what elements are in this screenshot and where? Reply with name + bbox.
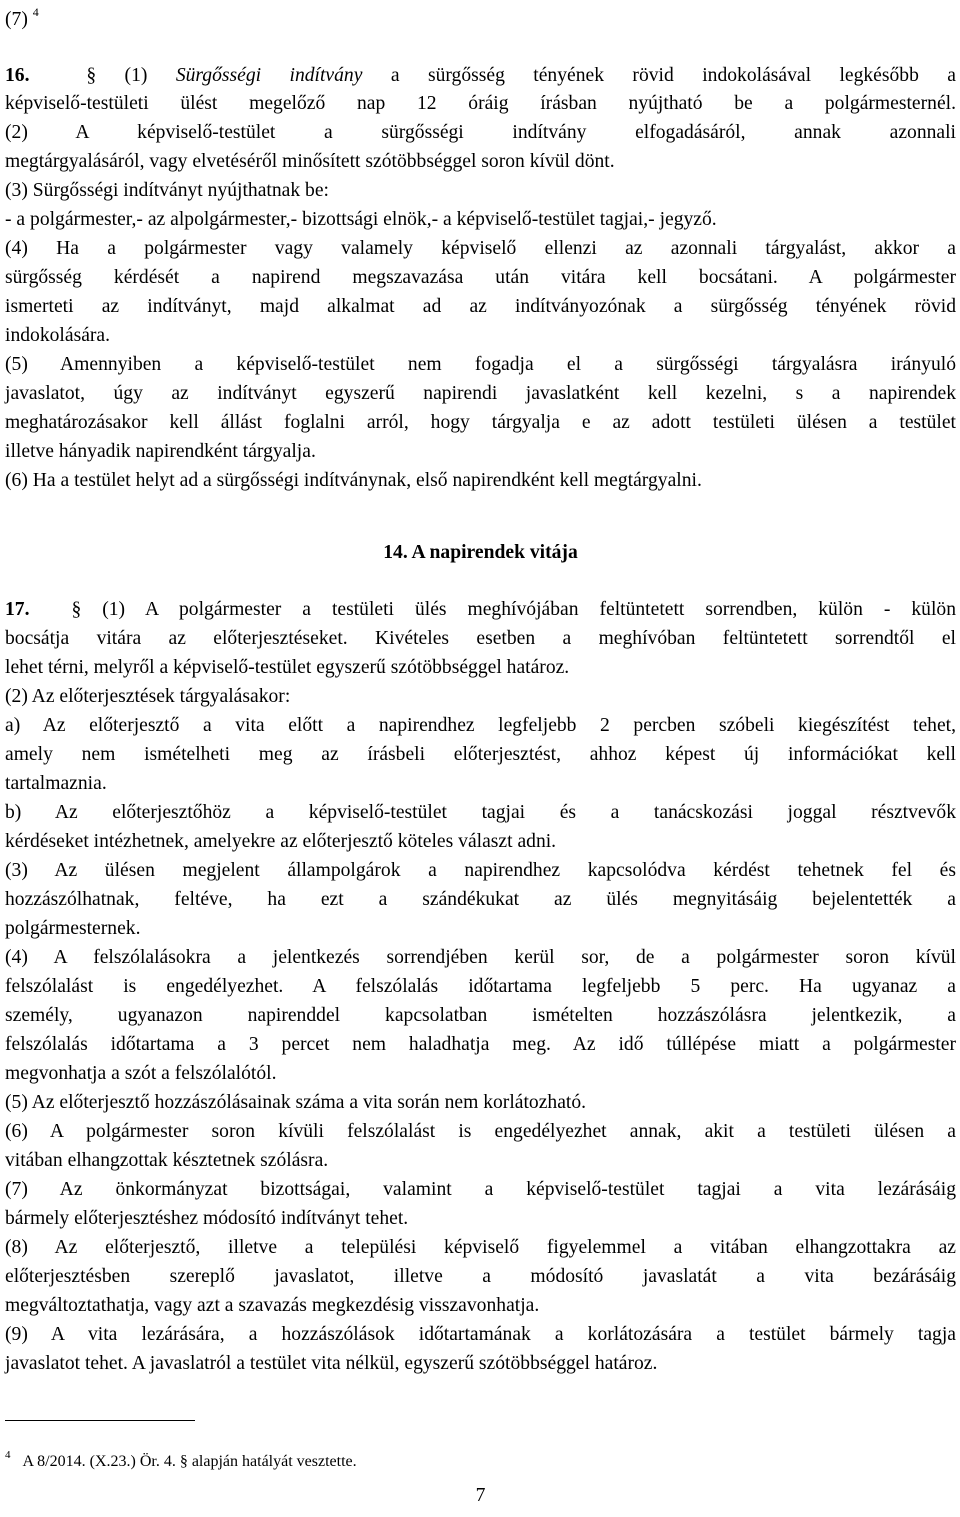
section-16-line: illetve hányadik napirendként tárgyalja. [5,441,316,462]
section-17-line: megváltoztathatja, vagy azt a szavazás megkezdésig visszavonhatja. [5,1295,540,1316]
section-16-line: (4) Ha a polgármester vagy valamely képviselő ellenzi az azonnali tárgyalást, akkor a [5,238,956,259]
section-16-line: sürgősség kérdését a napirend megszavazása után vitára kell bocsátani. A polgármester [5,267,956,288]
section-17-number: 17. [5,599,30,620]
section-16-line: (2) A képviselő-testület a sürgősségi indítvány elfogadásáról, annak azonnali [5,122,956,143]
section-16-p1-rest: a sürgősség tényének rövid indokolásával legkésőbb a [362,65,956,86]
section-17-line: amely nem ismételheti meg az írásbeli előterjesztést, ahhoz képest új információkat kell [5,744,956,765]
section-17-line: tartalmaznia. [5,773,107,794]
section-16-line: (5) Amennyiben a képviselő-testület nem fogadja el a sürgősségi tárgyalásra irányuló [5,354,956,375]
section-16-line: indokolására. [5,325,111,346]
section-17-line: kérdéseket intézhetnek, amelyekre az előterjesztő köteles választ adni. [5,831,557,852]
footnote-mark: 4 [5,1449,11,1461]
urgent-motion-term: Sürgősségi indítvány [175,65,363,86]
section-16-line: meghatározásakor kell állást foglalni arról, hogy tárgyalja e az adott testületi ülésen a testület [5,412,956,433]
section-17-line: (7) Az önkormányzat bizottságai, valamint a képviselő-testület tagjai a vita lezárásáig [5,1179,956,1200]
section-17-line: felszólalás időtartama a 3 percet nem haladhatja meg. Az idő túllépése miatt a polgármester [5,1034,956,1055]
section-17-first-line [5,596,956,624]
footnote-reference: 4 [32,5,39,19]
section-sign: § [71,599,82,620]
section-17-line: bármely előterjesztéshez módosító indítványt tehet. [5,1208,409,1229]
section-17-line: polgármesternek. [5,918,141,939]
section-17-line: (6) A polgármester soron kívüli felszólalást is engedélyezhet annak, akit a testületi ülésen a [5,1121,956,1142]
paragraph-reference [5,6,956,35]
section-16-line: megtárgyalásáról, vagy elvetéséről minősített szótöbbséggel soron kívül dönt. [5,151,615,172]
section-17-line: hozzászólhatnak, feltéve, ha ezt a szándékukat az ülés megnyitásáig bejelentették a [5,889,956,910]
section-16-first-line [5,62,956,90]
page-number: 7 [475,1485,486,1506]
section-17-line: személy, ugyanazon napirenddel kapcsolatban ismételten hozzászólásra jelentkezik, a [5,1005,956,1026]
section-17-line: b) Az előterjesztőhöz a képviselő-testület tagjai és a tanácskozási joggal résztvevők [5,802,956,823]
section-17-line: előterjesztésben szereplő javaslatot, illetve a módosító javaslatát a vita bezárásáig [5,1266,956,1287]
footnote-text: A 8/2014. (X.23.) Ör. 4. § alapján hatályát vesztette. [22,1453,357,1470]
section-16-line: javaslatot, úgy az indítványt egyszerű napirendi javaslatként kell kezelni, s a napirendek [5,383,956,404]
section-17-line: bocsátja vitára az előterjesztéseket. Kivételes esetben a meghívóban feltüntetett sorrendtől el [5,628,956,649]
section-16-line: - a polgármester,- az alpolgármester,- bizottsági elnök,- a képviselő-testület tagjai,- jegyző. [5,209,717,230]
section-16-p1-prefix: (1) [124,65,176,86]
chapter-heading: 14. A napirendek vitája [383,542,578,563]
section-17-first-rest: (1) A polgármester a testületi ülés meghívójában feltüntetett sorrendben, külön - külön [81,599,956,620]
section-17-line: javaslatot tehet. A javaslatról a testület vita nélkül, egyszerű szótöbbséggel határoz. [5,1353,658,1374]
section-16-line: (3) Sürgősségi indítványt nyújthatnak be: [5,180,329,201]
section-17-line: (2) Az előterjesztések tárgyalásakor: [5,686,291,707]
section-17-line: (3) Az ülésen megjelent állampolgárok a napirendhez kapcsolódva kérdést tehetnek fel és [5,860,956,881]
section-17-line: vitában elhangzottak késztetnek szólásra. [5,1150,329,1171]
section-16-line: ismerteti az indítványt, majd alkalmat ad az indítványozónak a sürgősség tényének rövid [5,296,956,317]
section-16-number: 16. [5,65,30,86]
section-17-line: (4) A felszólalásokra a jelentkezés sorrendjében kerül sor, de a polgármester soron kívül [5,947,956,968]
section-17-line: felszólalást is engedélyezhet. A felszólalás időtartama legfeljebb 5 perc. Ha ugyanaz a [5,976,956,997]
section-16-line: képviselő-testületi ülést megelőző nap 12 óráig írásban nyújtható be a polgármesternél. [5,93,956,114]
section-17-line: (9) A vita lezárására, a hozzászólások időtartamának a korlátozására a testület bármely tagja [5,1324,956,1345]
section-17-line: megvonhatja a szót a felszólalótól. [5,1063,277,1084]
footnote-separator [5,1420,195,1421]
section-17-line: lehet térni, melyről a képviselő-testület egyszerű szótöbbséggel határoz. [5,657,570,678]
section-16-line: (6) Ha a testület helyt ad a sürgősségi indítványnak, első napirendként kell megtárgyalni. [5,470,702,491]
section-17-line: a) Az előterjesztő a vita előtt a napirendhez legfeljebb 2 percben szóbeli kiegészítést tehet, [5,715,956,736]
paragraph-reference-label: (7) [5,9,33,30]
section-17-line: (8) Az előterjesztő, illetve a települési képviselő figyelemmel a vitában elhangzottakra az [5,1237,956,1258]
section-17-line: (5) Az előterjesztő hozzászólásainak száma a vita során nem korlátozható. [5,1092,587,1113]
section-sign: § [86,65,97,86]
footnote [5,1449,357,1473]
